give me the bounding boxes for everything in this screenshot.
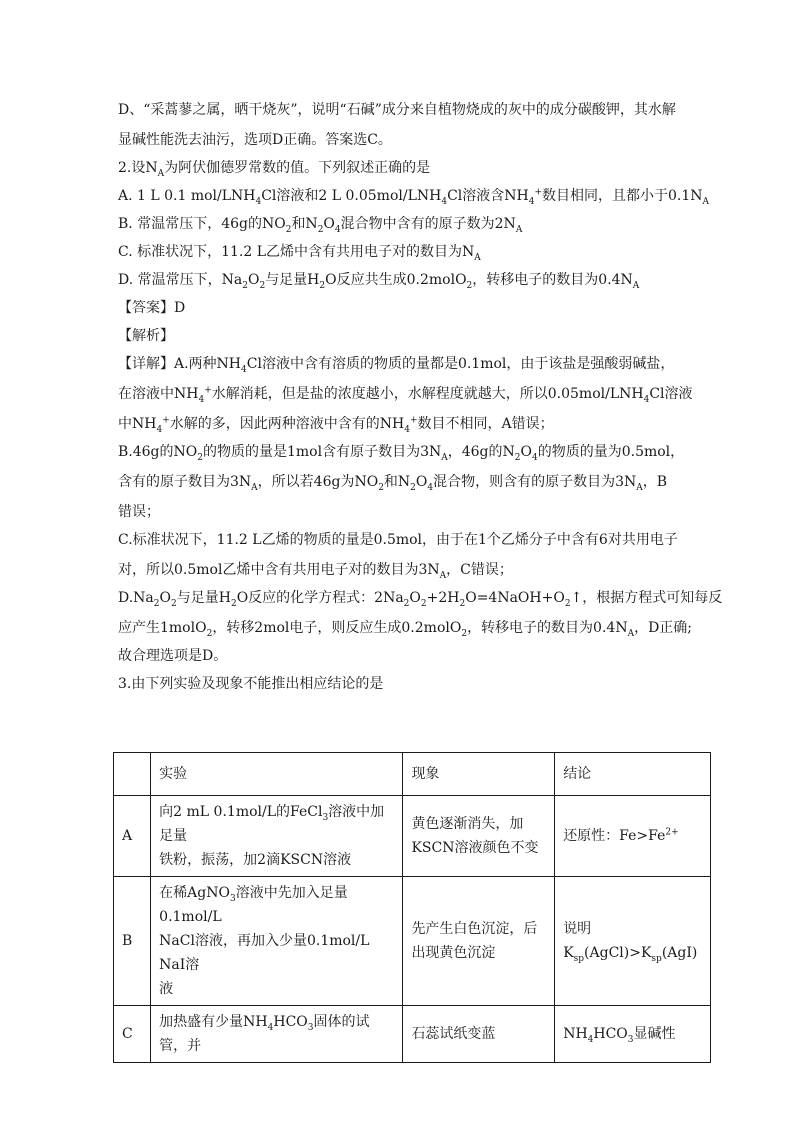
phenomenon-cell: 石蕊试纸变蓝 bbox=[403, 1006, 555, 1063]
q2-option-b: B. 常温常压下，46g的$NO_2$和$N_2O_4$混合物中含有的原子数为$2N_A$ bbox=[118, 216, 523, 235]
table-row bbox=[114, 796, 711, 877]
row-label: B bbox=[114, 877, 151, 1006]
q2-analysis-a-3: 中$NH_4^+$水解的多，因此两种溶液中含有的$NH_4^+$数目不相同，A错误； bbox=[118, 415, 554, 435]
q2-option-d: D. 常温常压下，$Na_2O_2$与足量$H_2O$反应共生成0.2molO$_2$，转移电子的数目为$0.4N_A$ bbox=[118, 272, 640, 291]
header-phenomenon: 现象 bbox=[403, 753, 555, 796]
prev-answer-line-1: D、“采蒿蓼之属，晒干烧灰”，说明“石碱”成分来自植物烧成的灰中的成分碳酸钾，其水解 bbox=[118, 102, 676, 118]
q2-analysis-label: 【解析】 bbox=[118, 328, 174, 344]
q2-analysis-a-2: 在溶液中$NH_4^+$水解消耗，但是盐的浓度越小，水解程度就越大，所以$0.05mol/LNH_4Cl$溶液 bbox=[118, 385, 693, 405]
q2-analysis-a-1: 【详解】A.两种$NH_4Cl$溶液中含有溶质的物质的量都是0.1mol，由于该盐是强酸弱碱盐， bbox=[118, 356, 675, 375]
table-header-row bbox=[114, 753, 711, 796]
experiment-cell: 向2 mL 0.1mol/L的FeCl$_3$溶液中加足量 铁粉，振荡，加2滴KSCN溶液 bbox=[151, 796, 403, 877]
q3-stem: 3.由下列实验及现象不能推出相应结论的是 bbox=[118, 676, 384, 692]
document-body bbox=[118, 100, 723, 694]
q2-option-a: A. 1 L 0.1 mol/$LNH_4Cl$溶液和2 L $0.05mol/LNH_4Cl$溶液含$NH_4^+$数目相同，且都小于$0.1N_A$ bbox=[118, 187, 710, 207]
row-label: A bbox=[114, 796, 151, 877]
conclusion-cell: $NH_4HCO_3$显碱性 bbox=[555, 1006, 711, 1063]
q2-analysis-d-1: $D.Na_2O_2$与足量$H_2O$反应的化学方程式：$2Na_2O_2+2H_2O=4NaOH+O_2↑$，根据方程式可知每反 bbox=[118, 590, 723, 609]
row-label: C bbox=[114, 1006, 151, 1063]
experiment-cell: 在稀AgNO$_3$溶液中先加入足量0.1mol/L NaCl溶液，再加入少量0.1mol/L NaI溶 液 bbox=[151, 877, 403, 1006]
phenomenon-cell: 先产生白色沉淀，后 出现黄色沉淀 bbox=[403, 877, 555, 1006]
prev-answer-line-2: 显碱性能洗去油污，选项D正确。答案选C。 bbox=[118, 132, 392, 148]
header-conclusion: 结论 bbox=[555, 753, 711, 796]
conclusion-cell: 还原性：$Fe>Fe^{2+}$ bbox=[555, 796, 711, 877]
q2-stem: 2.设$N_A$为阿伏伽德罗常数的值。下列叙述正确的是 bbox=[118, 160, 431, 179]
conclusion-cell: 说明$K_{sp}(AgCl)>K_{sp}(AgI)$ bbox=[555, 877, 711, 1006]
q2-conclusion: 故合理选项是D。 bbox=[118, 648, 228, 664]
q2-analysis-b-3: 错误； bbox=[118, 504, 160, 520]
q2-option-c: C. 标准状况下，11.2 L乙烯中含有共用电子对的数目为$N_A$ bbox=[118, 244, 481, 263]
table-row bbox=[114, 877, 711, 1006]
table-row bbox=[114, 1006, 711, 1063]
q2-analysis-b-1: B.46g的$NO_2$的物质的量是1mol含有原子数目为$3N_A$，46g的$N_2O_4$的物质的量为0.5mol， bbox=[118, 444, 685, 463]
q2-analysis-b-2: 含有的原子数目为$3N_A$，所以若46g为$NO_2$和$N_2O_4$混合物，则含有的原子数目为$3N_A$，B bbox=[118, 474, 668, 493]
phenomenon-cell: 黄色逐渐消失，加 KSCN溶液颜色不变 bbox=[403, 796, 555, 877]
q2-analysis-c-2: 对，所以0.5mol乙烯中含有共用电子对的数目为$3N_A$，C错误； bbox=[118, 562, 513, 581]
q2-analysis-c-1: C.标准状况下，11.2 L乙烯的物质的量是0.5mol，由于在1个乙烯分子中含有6对共用电子 bbox=[118, 532, 678, 548]
header-experiment: 实验 bbox=[151, 753, 403, 796]
q2-answer: 【答案】D bbox=[118, 300, 186, 316]
q2-analysis-d-2: 应产生1molO$_2$，转移2mol电子，则反应生成0.2molO$_2$，转移电子的数目为$0.4N_A$，D正确; bbox=[118, 620, 693, 639]
experiment-cell: 加热盛有少量$NH_4HCO_3$固体的试管，并 bbox=[151, 1006, 403, 1063]
q3-table bbox=[113, 752, 711, 1063]
header-blank bbox=[114, 753, 151, 796]
